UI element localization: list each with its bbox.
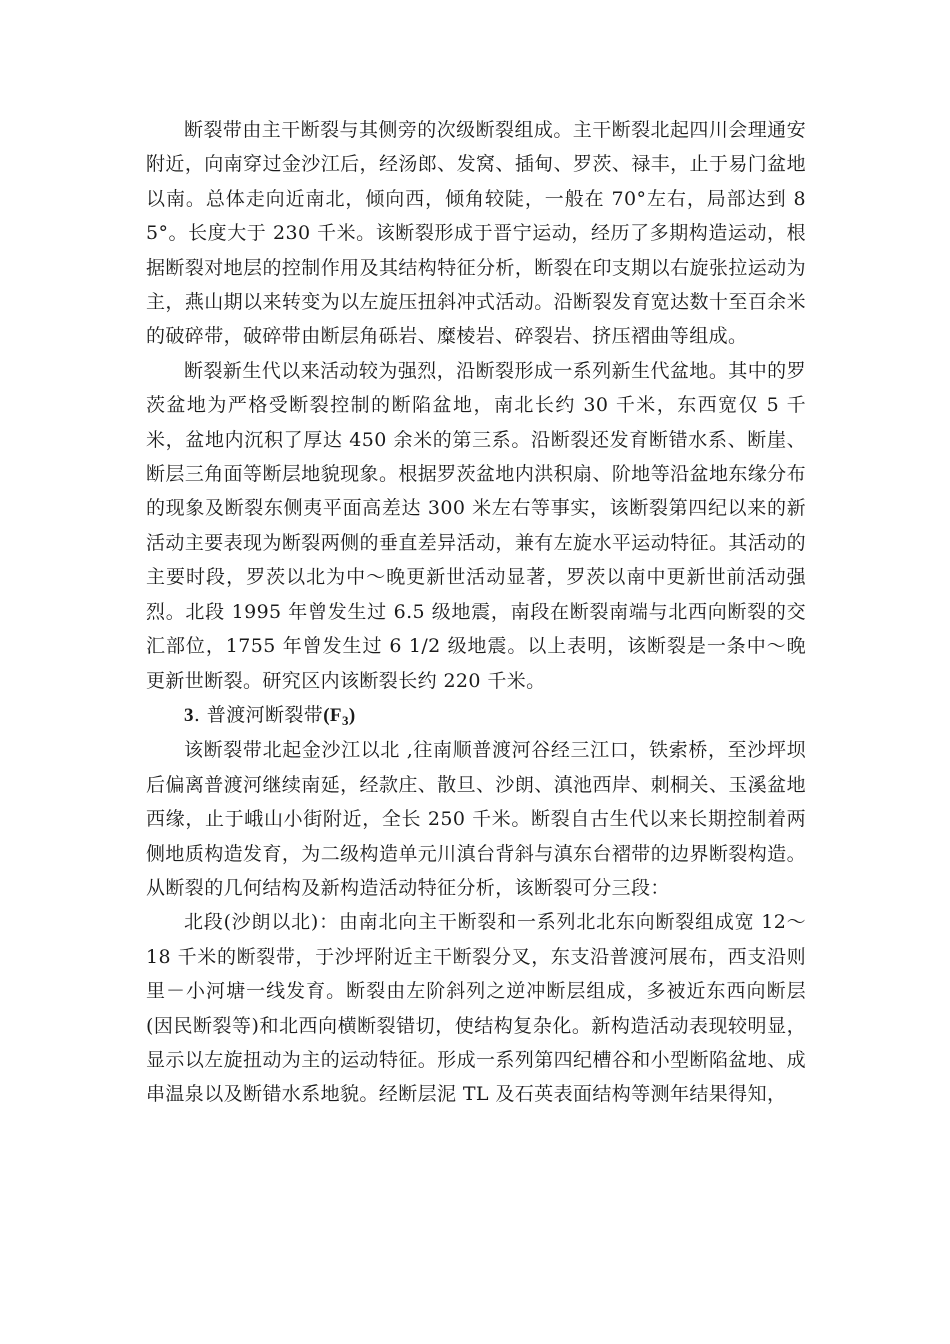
section-code-subscript: 3 bbox=[341, 712, 349, 728]
paragraph-north-segment: 北段(沙朗以北)：由南北向主干断裂和一系列北北东向断裂组成宽 12～18 千米的断裂带，于沙坪附近主干断裂分叉，东支沿普渡河展布，西支沿则里－小河塘一线发育。断裂由左阶斜列之逆冲断层组成，多被近东西向断层(因民断裂等)和北西向横断裂错切，使结构复杂化。新构造活动表现较明显，显示以左旋扭动为主的运动特征。形成一系列第四纪槽谷和小型断陷盆地、成串温泉以及断错水系地貌。经断层泥 TL 及石英表面结构等测年结果得知， bbox=[146, 911, 806, 1106]
section-code bbox=[323, 705, 355, 726]
section-number: 3 bbox=[184, 704, 194, 726]
section-heading bbox=[146, 698, 806, 733]
section-code-open: (F bbox=[323, 704, 342, 726]
section-code-close: ) bbox=[348, 704, 356, 726]
body-text bbox=[146, 113, 806, 1112]
paragraph-cenozoic-activity: 断裂新生代以来活动较为强烈，沿断裂形成一系列新生代盆地。其中的罗茨盆地为严格受断裂控制的断陷盆地，南北长约 30 千米，东西宽仅 5 千米，盆地内沉积了厚达 450 余米的第三系。沿断裂还发育断错水系、断崖、断层三角面等断层地貌现象。根据罗茨盆地内洪积扇、阶地等沿盆地东缘分布的现象及断裂东侧夷平面高差达 300 米左右等事实，该断裂第四纪以来的新活动主要表现为断裂两侧的垂直差异活动，兼有左旋水平运动特征。其活动的主要时段，罗茨以北为中～晚更新世活动显著，罗茨以南中更新世前活动强烈。北段 1995 年曾发生过 6.5 级地震，南段在断裂南端与北西向断裂的交汇部位，1755 年曾发生过 6 1/2 级地震。以上表明，该断裂是一条中～晚更新世断裂。研究区内该断裂长约 220 千米。 bbox=[146, 359, 806, 692]
section-separator: . bbox=[193, 703, 207, 726]
paragraph-pudu-river-overview: 该断裂带北起金沙江以北 ,往南顺普渡河谷经三江口，铁索桥，至沙坪坝后偏离普渡河继续南延，经款庄、散旦、沙朗、滇池西岸、刺桐关、玉溪盆地西缘，止于峨山小街附近，全长 250 千米。断裂自古生代以来长期控制着两侧地质构造发育，为二级构造单元川滇台背斜与滇东台褶带的边界断裂构造。从断裂的几何结构及新构造活动特征分析，该断裂可分三段： bbox=[146, 739, 806, 899]
section-title: 普渡河断裂带 bbox=[206, 703, 324, 726]
paragraph-fault-structure: 断裂带由主干断裂与其侧旁的次级断裂组成。主干断裂北起四川会理通安附近，向南穿过金沙江后，经汤郎、发窝、插甸、罗茨、禄丰，止于易门盆地以南。总体走向近南北，倾向西，倾角较陡，一般在 70°左右，局部达到 85°。长度大于 230 千米。该断裂形成于晋宁运动，经历了多期构造运动，根据断裂对地层的控制作用及其结构特征分析，断裂在印支期以右旋张拉运动为主，燕山期以来转变为以左旋压扭斜冲式活动。沿断裂发育宽达数十至百余米的破碎带，破碎带由断层角砾岩、糜棱岩、碎裂岩、挤压褶曲等组成。 bbox=[146, 119, 806, 348]
